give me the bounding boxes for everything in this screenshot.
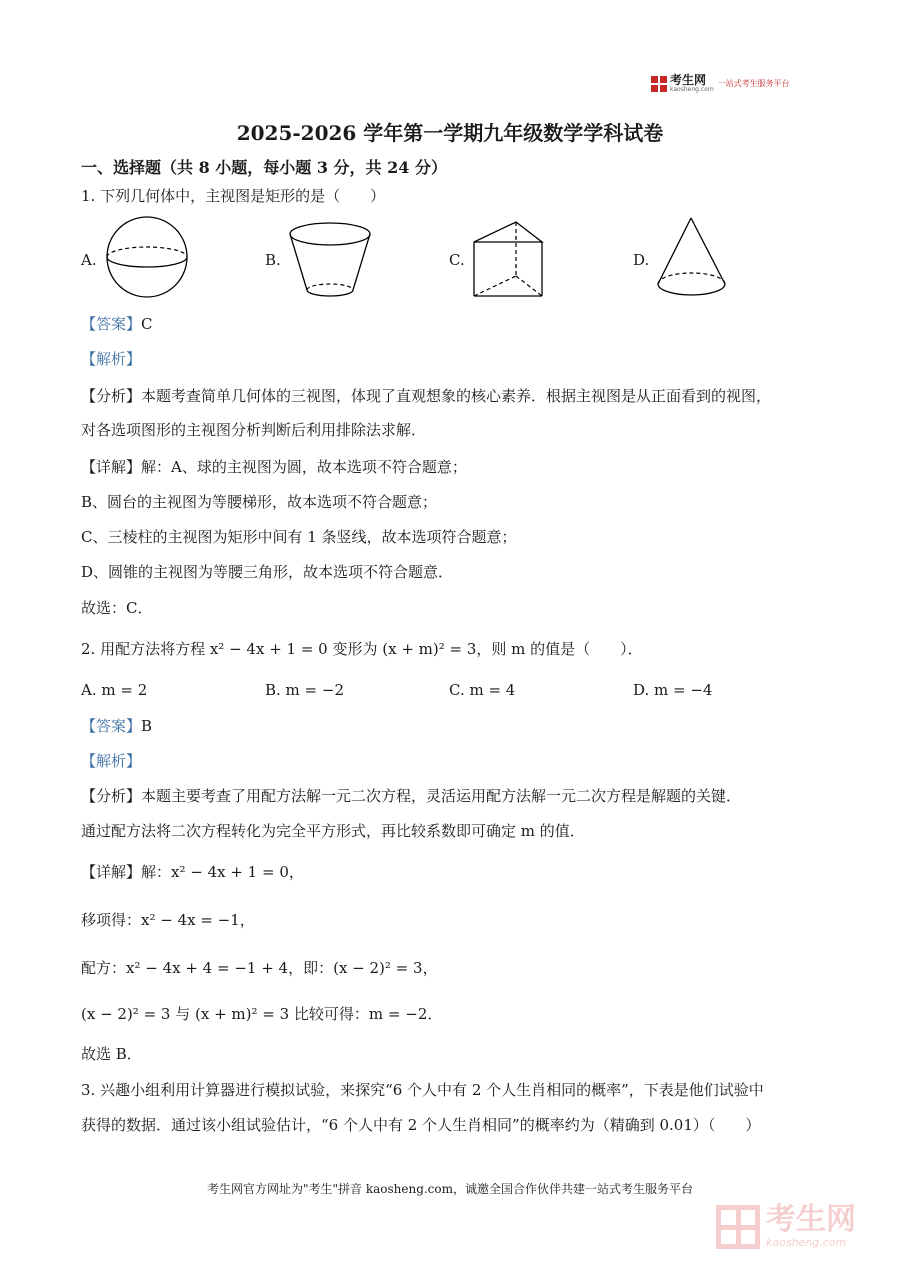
- brand-domain: kaosheng.com: [670, 86, 714, 93]
- q2-answer-value: B: [141, 717, 153, 735]
- q1-option-a-label: A.: [81, 251, 97, 269]
- q1-analysis-tag: 【解析】: [81, 350, 142, 368]
- brand-logo-icon: [651, 76, 667, 92]
- header-logo: [651, 74, 790, 93]
- q2-option-b: B. m = −2: [265, 681, 344, 699]
- q1-option-b-label: B.: [265, 251, 281, 269]
- q1-answer-value: C: [141, 315, 153, 333]
- watermark-name: 考生网: [766, 1202, 856, 1237]
- q2-answer: [81, 716, 152, 736]
- q3-stem-line-1: 3. 兴趣小组利用计算器进行模拟试验，来探究“6 个人中有 2 个人生肖相同的概率”，下表是他们试验中: [81, 1081, 764, 1099]
- q2-step-3: 配方：x² − 4x + 4 = −1 + 4，即：(x − 2)² = 3，: [81, 959, 438, 977]
- triangular-prism-icon: [470, 216, 550, 300]
- cone-icon: [655, 214, 731, 302]
- q1-answer: [81, 314, 153, 334]
- q2-step-1: 【详解】解：x² − 4x + 1 = 0，: [81, 863, 304, 881]
- q1-detail-line-1: 【详解】解：A、球的主视图为圆，故本选项不符合题意；: [81, 458, 467, 476]
- page-title: 2025-2026 学年第一学期九年级数学学科试卷: [236, 121, 664, 145]
- q1-conclusion: 故选：C．: [81, 599, 153, 617]
- watermark-logo-icon: [716, 1205, 760, 1249]
- q2-answer-tag: 【答案】: [81, 717, 142, 735]
- q2-step-2: 移项得：x² − 4x = −1，: [81, 911, 255, 929]
- page-footer: 考生网官方网址为"考生"拼音 kaosheng.com，诚邀全国合作伙伴共建一站式考生服务平台: [206, 1182, 694, 1196]
- q2-analysis-tag: 【解析】: [81, 752, 142, 770]
- q2-fenxi-line-1: 【分析】本题主要考查了用配方法解一元二次方程，灵活运用配方法解一元二次方程是解题的关键．: [81, 787, 742, 805]
- q1-option-d-label: D.: [633, 251, 650, 269]
- q3-stem-line-2: 获得的数据．通过该小组试验估计，“6 个人中有 2 个人生肖相同”的概率约为（精确到 0.01）（ ）: [81, 1116, 761, 1134]
- q2-option-c: C. m = 4: [449, 681, 516, 699]
- q1-answer-tag: 【答案】: [81, 315, 142, 333]
- q2-option-a: A. m = 2: [81, 681, 148, 699]
- section-heading: 一、选择题（共 8 小题，每小题 3 分，共 24 分）: [81, 158, 447, 177]
- watermark: [716, 1204, 856, 1249]
- q2-stem: 2. 用配方法将方程 x² − 4x + 1 = 0 变形为 (x + m)² = 3，则 m 的值是（ ）．: [81, 640, 643, 658]
- q1-fenxi-line-2: 对各选项图形的主视图分析判断后利用排除法求解．: [81, 421, 427, 439]
- q2-step-4: (x − 2)² = 3 与 (x + m)² = 3 比较可得：m = −2．: [81, 1005, 443, 1023]
- brand-name: 考生网: [670, 73, 707, 87]
- brand-slogan: 一站式考生服务平台: [717, 79, 790, 88]
- q1-detail-line-3: C、三棱柱的主视图为矩形中间有 1 条竖线，故本选项符合题意；: [81, 528, 517, 546]
- watermark-domain: kaosheng.com: [766, 1236, 847, 1249]
- q2-option-d: D. m = −4: [633, 681, 713, 699]
- q1-option-c-label: C.: [449, 251, 465, 269]
- q1-stem: 1. 下列几何体中，主视图是矩形的是（ ）: [81, 187, 386, 205]
- frustum-icon: [285, 220, 375, 300]
- q2-conclusion: 故选 B．: [81, 1045, 142, 1063]
- q2-fenxi-line-2: 通过配方法将二次方程转化为完全平方形式，再比较系数即可确定 m 的值．: [81, 822, 585, 840]
- q1-detail-line-2: B、圆台的主视图为等腰梯形，故本选项不符合题意；: [81, 493, 438, 511]
- q1-detail-line-4: D、圆锥的主视图为等腰三角形，故本选项不符合题意．: [81, 563, 454, 581]
- sphere-icon: [100, 216, 196, 300]
- q1-fenxi-line-1: 【分析】本题考查简单几何体的三视图，体现了直观想象的核心素养．根据主视图是从正面看到的视图，: [81, 387, 772, 405]
